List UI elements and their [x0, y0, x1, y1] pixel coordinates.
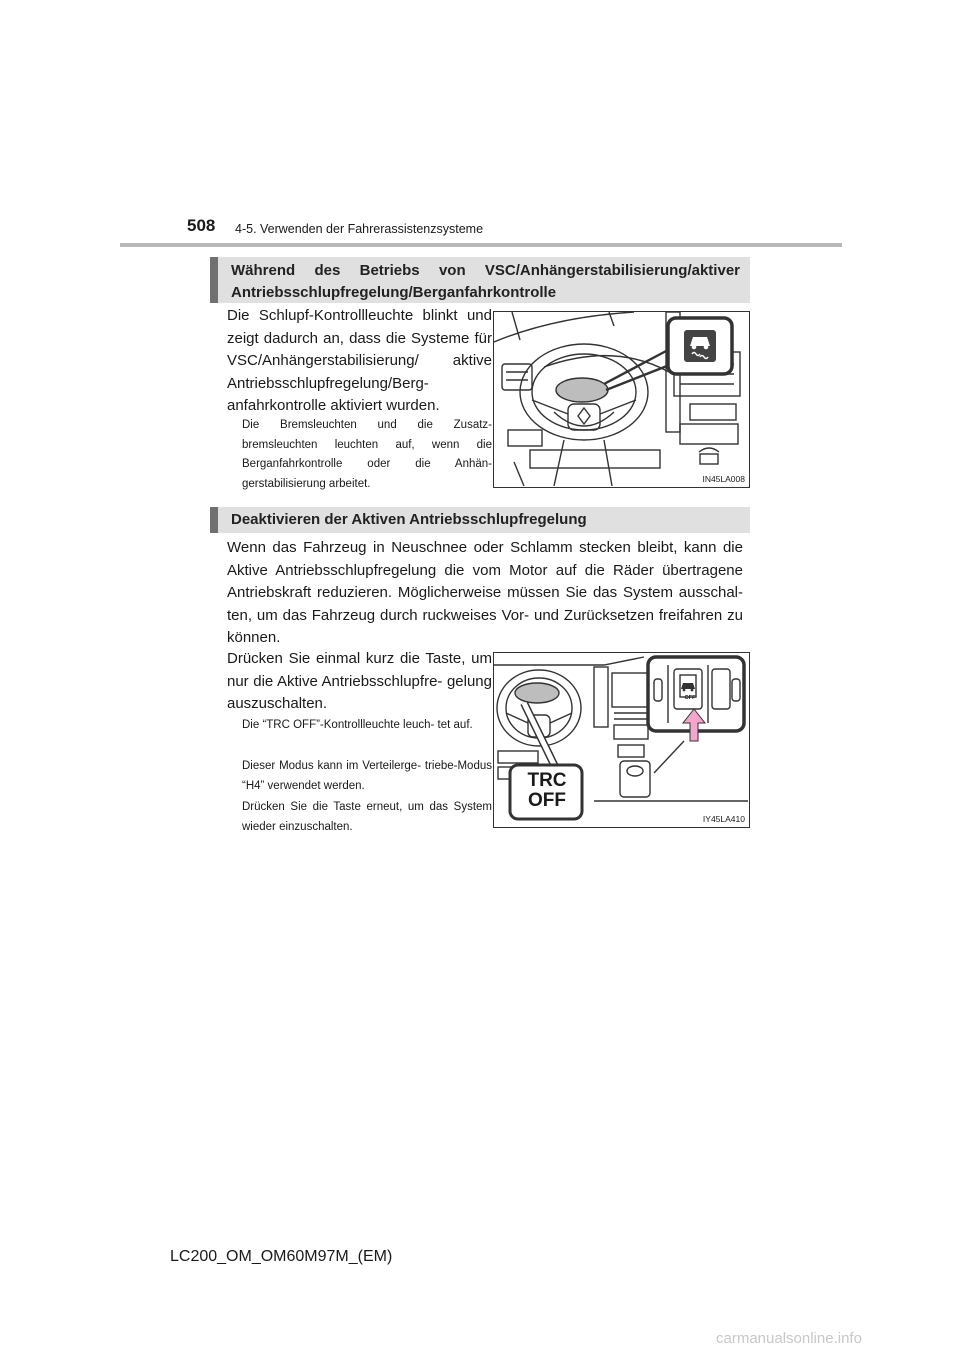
section-heading-trc: Deaktivieren der Aktiven Antriebsschlupfregelung — [210, 507, 750, 533]
note-paragraph: Die Bremsleuchten und die Zusatz- bremsleuchten leuchten auf, wenn die Berganfahrkontrolle oder die Anhän- gerstabilisierung arbeitet. — [242, 419, 492, 490]
note-paragraph: Drücken Sie die Taste erneut, um das System wieder einzuschalten. — [242, 801, 492, 833]
watermark[interactable]: carmanualsonline.info — [716, 1330, 862, 1347]
note-paragraph: Dieser Modus kann im Verteilerge- triebe-Modus “H4” verwendet werden. — [242, 760, 492, 792]
callout-line-trc: TRC — [527, 770, 567, 791]
dashboard-slip-indicator-figure — [493, 311, 750, 488]
trc-off-callout-label — [511, 771, 583, 811]
section-heading-vsc — [210, 257, 750, 303]
figure-code: IN45LA008 — [702, 474, 745, 484]
body-paragraph: Drücken Sie einmal kurz die Taste, um nur die Aktive Antriebsschlupfre- gelung auszuschalten. — [227, 650, 492, 712]
header-divider — [120, 243, 842, 247]
section-heading-line-1: Während des Betriebs von VSC/Anhängerstabilisierung/aktiver — [231, 262, 740, 279]
note-paragraph: Die “TRC OFF”-Kontrollleuchte leuch- tet auf. — [242, 719, 473, 731]
trc-off-button-label: OFF — [684, 695, 696, 701]
callout-line-off: OFF — [528, 790, 566, 811]
body-paragraph: Wenn das Fahrzeug in Neuschnee oder Schlamm stecken bleibt, kann die Aktive Antriebsschlupfregelung die vom Motor auf die Räder übertragene Antriebskraft reduzieren. Möglicherweise müssen Sie das System ausschal- ten, um das Fahrzeug durch ruckweises Vor- und Zurücksetzen freifahren zu können. — [227, 539, 743, 646]
page-number: 508 — [187, 216, 216, 235]
footer-document-id: LC200_OM_OM60M97M_(EM) — [170, 1248, 393, 1265]
section-heading-line-2: Antriebsschlupfregelung/Berganfahrkontrolle — [231, 284, 557, 301]
body-paragraph: Die Schlupf-Kontrollleuchte blinkt und zeigt dadurch an, dass die Systeme für VSC/Anhängerstabilisierung/ aktive Antriebsschlupfregelung/Berg- anfahrkontrolle aktiviert wurden. — [227, 307, 492, 414]
trc-off-button-figure — [493, 652, 750, 828]
chapter-title: 4-5. Verwenden der Fahrerassistenzsysteme — [235, 222, 484, 236]
figure-code: IY45LA410 — [702, 814, 745, 824]
